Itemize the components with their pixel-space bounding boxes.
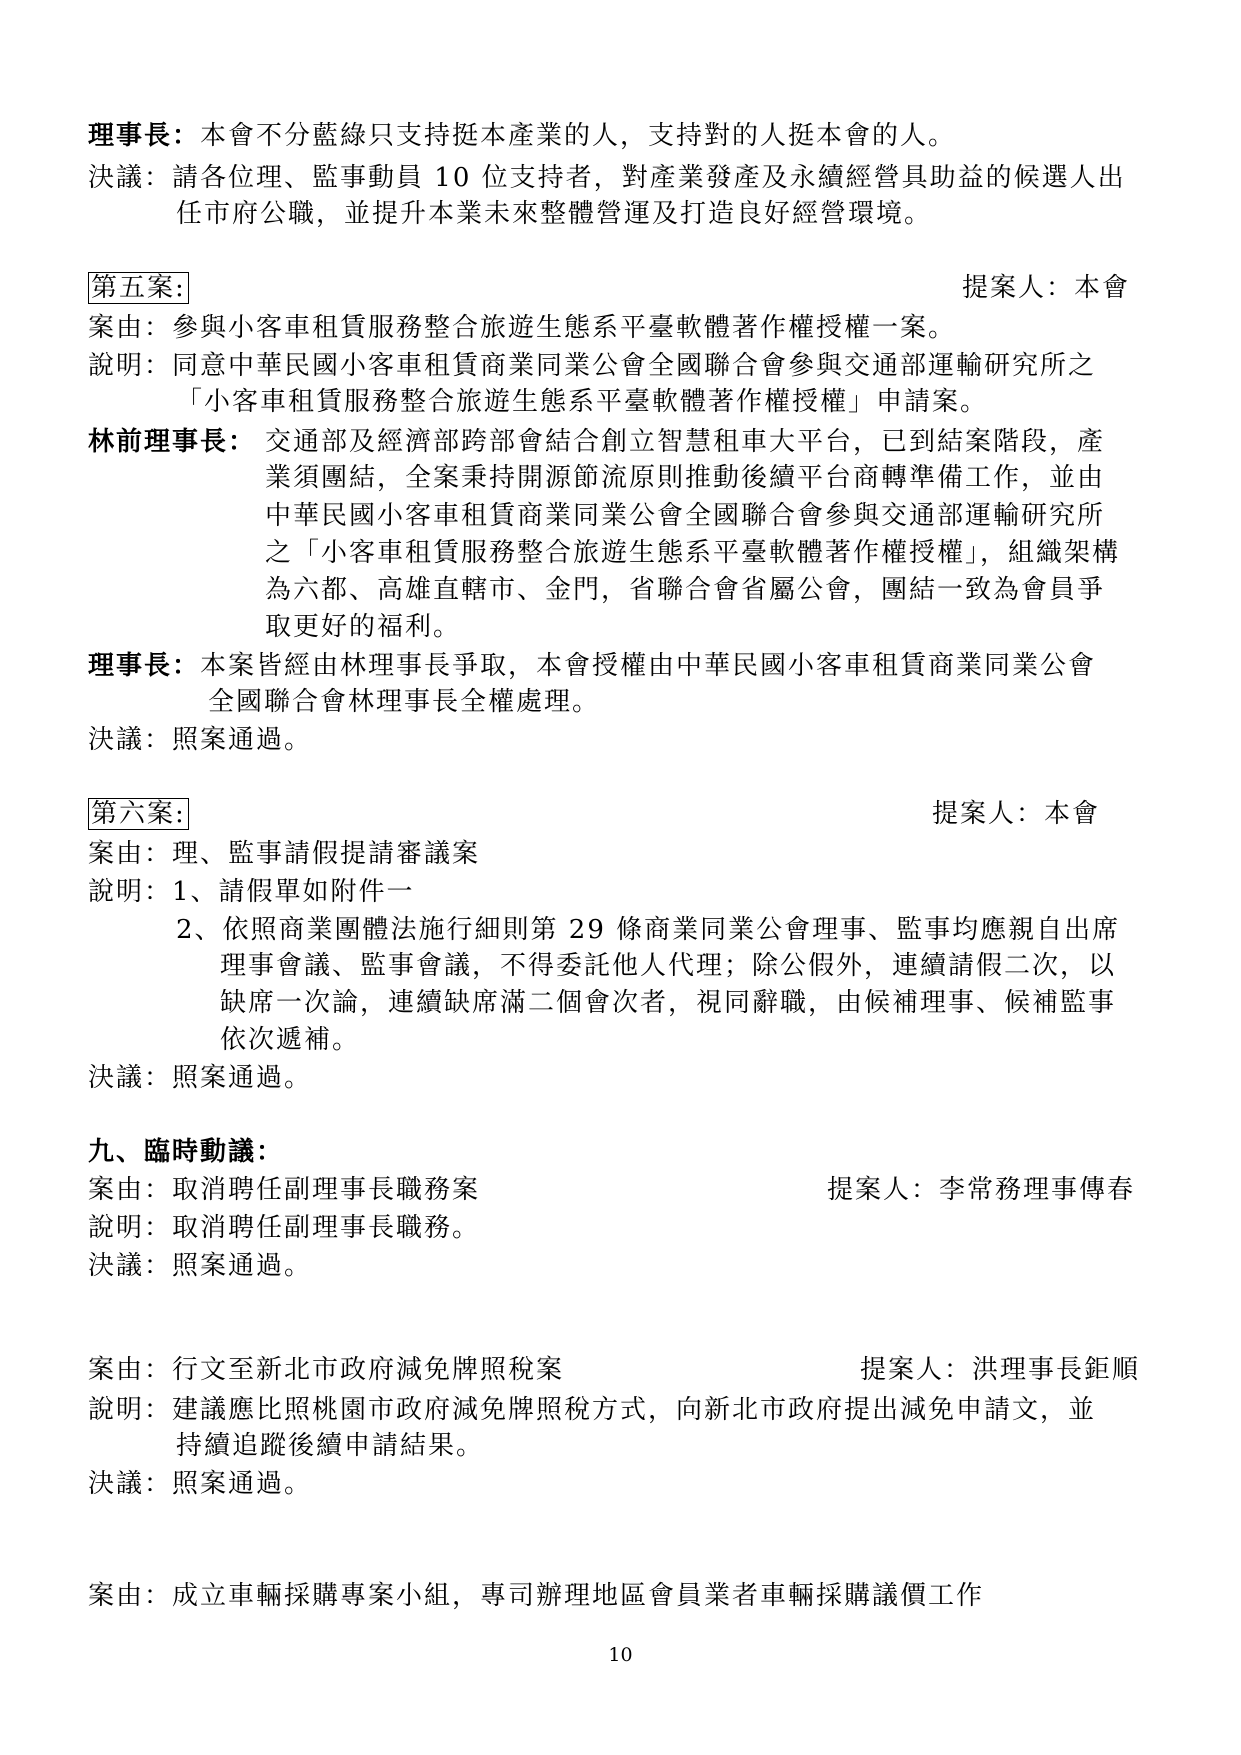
motion1-desc: 說明：取消聘任副理事長職務。 xyxy=(88,1213,481,1243)
case6-desc-item: 依次遞補。 xyxy=(220,1025,361,1055)
motion3-reason: 案由：成立車輛採購專案小組，專司辦理地區會員業者車輛採購議價工作 xyxy=(88,1581,985,1611)
motion1-reason: 案由：取消聘任副理事長職務案 xyxy=(88,1175,481,1205)
case6-desc-item: 2、依照商業團體法施行細則第 29 條商業同業公會理事、監事均應親自出席 xyxy=(176,915,1121,945)
case5-chair-continuation: 全國聯合會林理事長全權處理。 xyxy=(208,687,601,717)
chair-text: 本案皆經由林理事長爭取，本會授權由中華民國小客車租賃商業同業公會 xyxy=(200,651,1097,681)
lin-line: 交通部及經濟部跨部會結合創立智慧租車大平台，已到結案階段，產 xyxy=(265,427,1106,457)
speaker-label: 理事長： xyxy=(88,121,201,151)
lin-line: 之「小客車租賃服務整合旅遊生態系平臺軟體著作權授權」，組織架構 xyxy=(265,538,1121,568)
motion2-reason: 案由：行文至新北市政府減免牌照稅案 xyxy=(88,1355,565,1385)
motion2-resolution: 決議：照案通過。 xyxy=(88,1469,313,1499)
case6-resolution: 決議：照案通過。 xyxy=(88,1063,313,1093)
motion2-proposer: 提案人：洪理事長鉅順 xyxy=(860,1355,1141,1385)
motion1-proposer: 提案人：李常務理事傳春 xyxy=(827,1175,1136,1205)
case6-title-box: 第六案: xyxy=(88,798,189,830)
lin-line: 取更好的福利。 xyxy=(265,612,462,642)
case6-desc-item: 缺席一次論，連續缺席滿二個會次者，視同辭職，由候補理事、候補監事 xyxy=(220,988,1117,1018)
case5-resolution: 決議：照案通過。 xyxy=(88,725,313,755)
case5-title-box: 第五案: xyxy=(88,272,189,304)
lin-speaker-label: 林前理事長： xyxy=(88,427,257,457)
speaker-label: 理事長： xyxy=(88,651,201,681)
case6-reason: 案由：理、監事請假提請審議案 xyxy=(88,839,481,869)
case5-chair xyxy=(88,648,1096,684)
case5-proposer: 提案人：本會 xyxy=(962,273,1131,303)
case5-reason: 案由：參與小客車租賃服務整合旅遊生態系平臺軟體著作權授權一案。 xyxy=(88,313,957,343)
page-number: 10 xyxy=(608,1644,633,1666)
lin-line: 為六都、高雄直轄市、金門，省聯合會省屬公會，團結一致為會員爭 xyxy=(265,575,1106,605)
chair-remark xyxy=(88,118,956,154)
resolution-label: 決議： xyxy=(88,163,173,193)
case6-desc: 說明：1、請假單如附件一 xyxy=(88,877,415,907)
resolution-line xyxy=(88,160,1126,196)
case5-title xyxy=(88,270,189,306)
motion2-desc-continuation: 持續追蹤後續申請結果。 xyxy=(176,1431,485,1461)
motion1-resolution: 決議：照案通過。 xyxy=(88,1251,313,1281)
section9-heading: 九、臨時動議： xyxy=(88,1137,285,1167)
case5-desc-continuation: 「小客車租賃服務整合旅遊生態系平臺軟體著作權授權」申請案。 xyxy=(176,387,989,417)
resolution-continuation: 任市府公職，並提升本業未來整體營運及打造良好經營環境。 xyxy=(176,199,933,229)
case6-proposer: 提案人：本會 xyxy=(932,799,1101,829)
lin-line: 業須團結，全案秉持開源節流原則推動後續平台商轉準備工作，並由 xyxy=(265,463,1106,493)
case6-desc-item: 理事會議、監事會議，不得委託他人代理；除公假外，連續請假二次，以 xyxy=(220,951,1117,981)
case6-title xyxy=(88,796,189,832)
case5-desc: 說明：同意中華民國小客車租賃商業同業公會全國聯合會參與交通部運輸研究所之 xyxy=(88,351,1097,381)
resolution-text: 請各位理、監事動員 10 位支持者，對產業發產及永續經營具助益的候選人出 xyxy=(172,163,1126,193)
remark-text: 本會不分藍綠只支持挺本產業的人，支持對的人挺本會的人。 xyxy=(200,121,957,151)
lin-line: 中華民國小客車租賃商業同業公會全國聯合會參與交通部運輸研究所 xyxy=(265,501,1106,531)
motion2-desc: 說明：建議應比照桃園市政府減免牌照稅方式，向新北市政府提出減免申請文，並 xyxy=(88,1395,1097,1425)
